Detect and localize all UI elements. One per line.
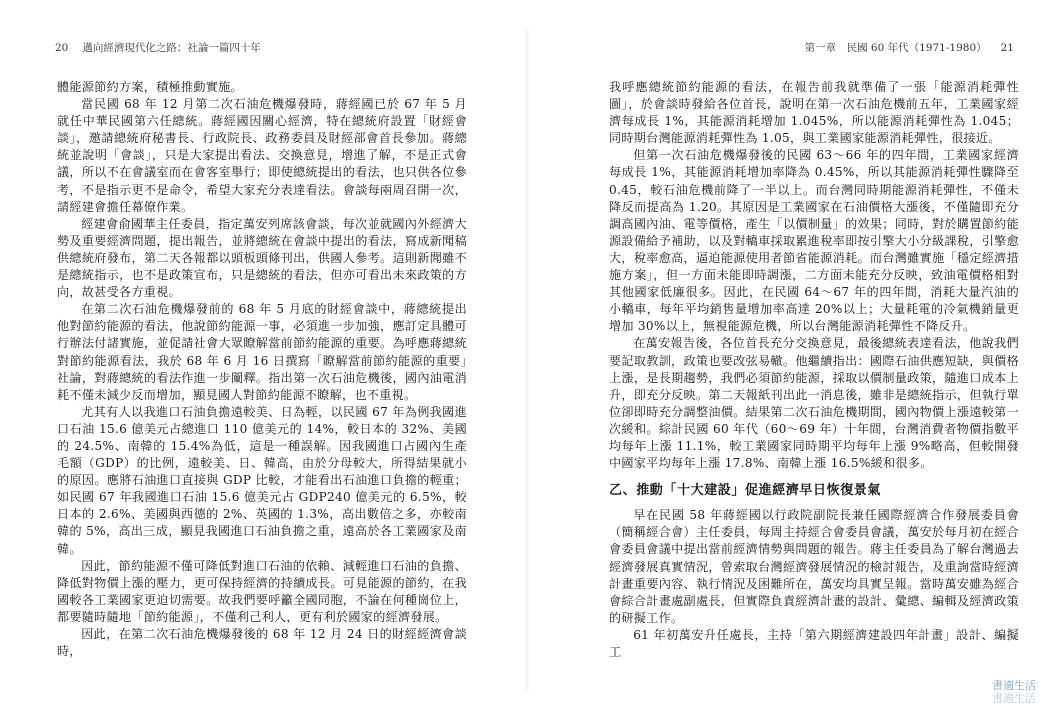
paragraph: 早在民國 58 年蔣經國以行政院副院長兼任國際經濟合作發展委員會（簡稱經合會）主任委員，每周主持經合會委員會議，萬安於每月初在經合會委員會議中提出當前經濟情勢與問題的報告。蔣主任委員為了解台灣過去經濟發展真實情況，曾索取台灣經濟發展情況的檢討報告，及重詢當時經濟計畫重要內容、執行情況及困難所在，萬安均具實呈報。當時萬安雖為經合會綜合計畫處副處長，但實際負責經濟計畫的設計、彙總、編輯及經濟政策的研擬工作。 — [609, 508, 1019, 625]
paragraph: 因此，在第二次石油危機爆發後的 68 年 12 月 24 日的財經經濟會談時， — [57, 627, 467, 659]
right-page — [527, 0, 1054, 713]
watermark-line: 書適生活 — [992, 692, 1036, 705]
paragraph: 在第二次石油危機爆發前的 68 年 5 月底的財經會談中，蔣總統提出他對節約能源的看法，他說節約能源一事，必須進一步加強，應訂定具體可行辦法付諸實施，並促請社會大眾瞭解當前節約能源的重要。為呼應蔣總統對節約能源看法，我於 68 年 6 月 16 日撰寫「瞭解當前節約能源的重要」社論，對蔣總統的看法作進一步闡釋。指出第一次石油危機後，國內油電消耗不僅未減少反而增加，顯見國人對節約能源不瞭解，也不重視。 — [57, 302, 467, 402]
left-page-number: 20 — [55, 42, 69, 54]
paragraph: 61 年初萬安升任處長，主持「第六期經濟建設四年計畫」設計、編擬工 — [609, 627, 1019, 659]
right-page-number: 21 — [1000, 42, 1014, 54]
publisher-watermark — [992, 679, 1036, 705]
paragraph: 經建會俞國華主任委員，指定萬安列席該會談，每次並就國內外經濟大勢及重要經濟問題，提出報告，並將總統在會談中提出的看法，寫成新聞稿供總統府發布，第二天各報都以頭板頭條刊出，供國人參考。這則新聞雖不是總統指示，也不是政策宣布，只是總統的看法，但亦可看出未來政策的方向，故甚受各方重視。 — [57, 216, 467, 300]
paragraph: 因此，節約能源不僅可降低對進口石油的依賴、減輕進口石油的負擔、降低對物價上漲的壓力，更可保持經濟的持續成長。可見能源的節約，在我國較各工業國家更迫切需要。故我們要呼籲全國同胞，不論在何種崗位上，都要隨時隨地「節約能源」，不僅利己利人，更有利於國家的經濟發展。 — [57, 558, 467, 624]
paragraph: 體能源節約方案，積極推動實施。 — [57, 80, 243, 94]
watermark-line: 書適生活 — [992, 679, 1036, 692]
paragraph: 尤其有人以我進口石油負擔遠較美、日為輕，以民國 67 年為例我國進口石油 15.6 億美元占總進口 110 億美元的 14%，較日本的 32%、美國的 24.5%、南韓的 15.4%為低，這是一種誤解。因我國進口占國內生產毛額（GDP）的比例，遠較美、日、韓高，由於分母較大，所得結果就小的原因。應將石油進口直接與 GDP 比較，才能看出石油進口負擔的輕重；如民國 67 年我國進口石油 15.6 億美元占 GDP240 億美元的 6.5%，較日本的 2.6%、美國與西德的 2%、英國的 1.3%，高出數倍之多，亦較南韓的 5%，高出三成，顯見我國進口石油負擔之重，遠高於各工業國家及南韓。 — [57, 404, 467, 556]
left-body-text — [57, 79, 467, 660]
paragraph: 在萬安報告後，各位首長充分交換意見，最後總統表達看法，他說我們要記取教訓，政策也要改弦易轍。他繼續指出：國際石油供應短缺，與價格上漲，是長期趨勢，我們必須節約能源，採取以價制量政策，隨進口成本上升，即充分反映。第二天報紙刊出此一消息後，雖非是總統指示，但執行單位卻即時充分調整油價。結果第二次石油危機期間，國內物價上漲遠較第一次緩和。綜計民國 60 年代（60～69 年）十年間，台灣消費者物價指數平均每年上漲 11.1%，較工業國家同時期平均每年上漲 9%略高，但較開發中國家平均每年上漲 17.8%、南韓上漲 16.5%緩和很多。 — [609, 336, 1019, 471]
left-running-head — [55, 40, 261, 55]
section-heading: 乙、推動「十大建設」促進經濟早日恢復景氣 — [609, 483, 882, 499]
right-body-text — [609, 79, 1019, 661]
left-book-title: 邁向經濟現代化之路：社論一篇四十年 — [82, 42, 261, 54]
paragraph: 當民國 68 年 12 月第二次石油危機爆發時，蔣經國已於 67 年 5 月就任中華民國第六任總統。蔣經國因關心經濟，特在總統府設置「財經會談」，邀請總統府秘書長、行政院長、政務委員及財經部會首長參加。蔣總統並說明「會談」，只是大家提出看法、交換意見，增進了解，不是正式會議，所以不在會議室而在會客室舉行；即使總統提出的看法，也只供各位參考，不是指示更不是命令，希望大家充分表達看法。會談每兩周召開一次，請經建會擔任幕僚作業。 — [57, 97, 467, 214]
paragraph: 我呼應總統節約能源的看法，在報告前我就準備了一張「能源消耗彈性圖」，於會談時發給各位首長，說明在第一次石油危機前五年，工業國家經濟每成長 1%，其能源消耗增加 1.045%，所以能源消耗彈性為 1.045；同時期台灣能源消耗彈性為 1.05，與工業國家能源消耗彈性，很接近。 — [609, 80, 1019, 146]
right-running-head — [805, 40, 1014, 55]
paragraph: 但第一次石油危機爆發後的民國 63～66 年的四年間，工業國家經濟每成長 1%，其能源消耗增加率降為 0.45%，所以其能源消耗彈性驟降至 0.45，較石油危機前降了一半以上。而台灣同時期能源消耗彈性，不僅未降反而提高為 1.20。其原因是工業國家在石油價格大漲後，不僅隨即充分調高國內油、電等價格，產生「以價制量」的效果；同時，對於購置節約能源設備給予補助，以及對轎車採取累進稅率即按引擎大小分級課稅，引擎愈大，稅率愈高，逼迫能源使用者節省能源消耗。而台灣雖實施「穩定經濟措施方案」，但一方面未能即時調漲，二方面未能充分反映，致油電價格相對其他國家低廉很多。因此，在民國 64～67 年的四年間，消耗大量汽油的小轎車，每年平均銷售量增加率高達 20%以上；大量耗電的冷氣機銷量更增加 30%以上，無視能源危機，所以台灣能源消耗彈性不降反升。 — [609, 148, 1019, 334]
chapter-title: 第一章 民國 60 年代（1971-1980） — [804, 42, 987, 54]
